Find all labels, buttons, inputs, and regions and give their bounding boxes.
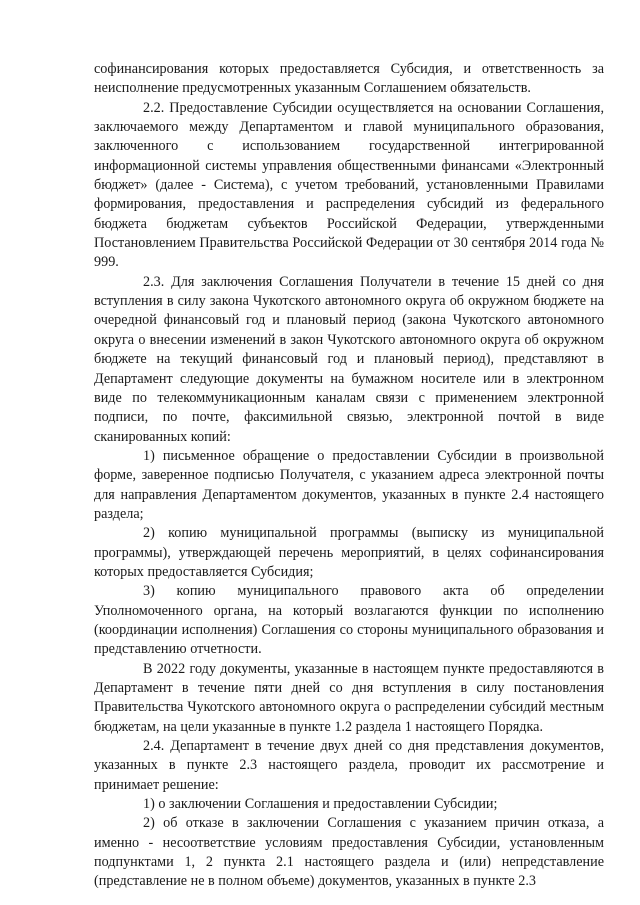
list-item-2-4-2: 2) об отказе в заключении Соглашения с указанием причин отказа, а именно - несоответствие условиям предоставления Субсидии, установленным подпунктами 1, 2 пункта 2.1 настоящего раздела и (или) непредставление (представление не в полном объеме) документов, указанных в пункте 2.3: [94, 815, 604, 890]
paragraph-2-4: 2.4. Департамент в течение двух дней со дня представления документов, указанных в пункте 2.3 настоящего раздела, проводит их рассмотрение и принимает решение:: [94, 738, 604, 793]
list-item-2-3-3: 3) копию муниципального правового акта об определении Уполномоченного органа, на который возлагаются функции по исполнению (координации исполнения) Соглашения со стороны муниципального образования и представлению отчетности.: [94, 583, 604, 658]
document-body: [94, 60, 604, 892]
paragraph-2-2: 2.2. Предоставление Субсидии осуществляется на основании Соглашения, заключаемого между Департаментом и главой муниципального образования, заключенного с использованием государственной интегрированной информационной системы управления общественными финансами «Электронный бюджет» (далее - Система), с учетом требований, установленными Правилами формирования, предоставления и распределения субсидий из федерального бюджета бюджетам субъектов Российской Федерации, утвержденными Постановлением Правительства Российской Федерации от 30 сентября 2014 года № 999.: [94, 99, 604, 271]
list-item-2-3-2: 2) копию муниципальной программы (выписку из муниципальной программы), утверждающей перечень мероприятий, в целях софинансирования которых предоставляется Субсидия;: [94, 525, 604, 580]
list-item-2-3-1: 1) письменное обращение о предоставлении Субсидии в произвольной форме, заверенное подписью Получателя, с указанием адреса электронной почты для направления Департаментом документов, указанных в пункте 2.4 настоящего раздела;: [94, 447, 604, 522]
list-item-2-4-1: 1) о заключении Соглашения и предоставлении Субсидии;: [143, 796, 498, 813]
paragraph-2022-note: В 2022 году документы, указанные в настоящем пункте предоставляются в Департамент в течение пяти дней со дня вступления в силу постановления Правительства Чукотского автономного округа о распределении субсидий местным бюджетам, на цели указанные в пункте 1.2 раздела 1 настоящего Порядка.: [94, 660, 604, 735]
paragraph-2-3: 2.3. Для заключения Соглашения Получатели в течение 15 дней со дня вступления в силу закона Чукотского автономного округа об окружном бюджете на очередной финансовый год и плановый период (закона Чукотского автономного округа о внесении изменений в закон Чукотского автономного округа об окружном бюджете на текущий финансовый год и плановый период), представляют в Департамент следующие документы на бумажном носителе или в электронном виде по телекоммуникационным каналам связи с применением электронной подписи, по почте, факсимильной связью, электронной почтой в виде сканированных копий:: [94, 273, 604, 445]
paragraph-continuation: софинансирования которых предоставляется Субсидия, и ответственность за неисполнение предусмотренных указанным Соглашением обязательств.: [94, 61, 604, 97]
